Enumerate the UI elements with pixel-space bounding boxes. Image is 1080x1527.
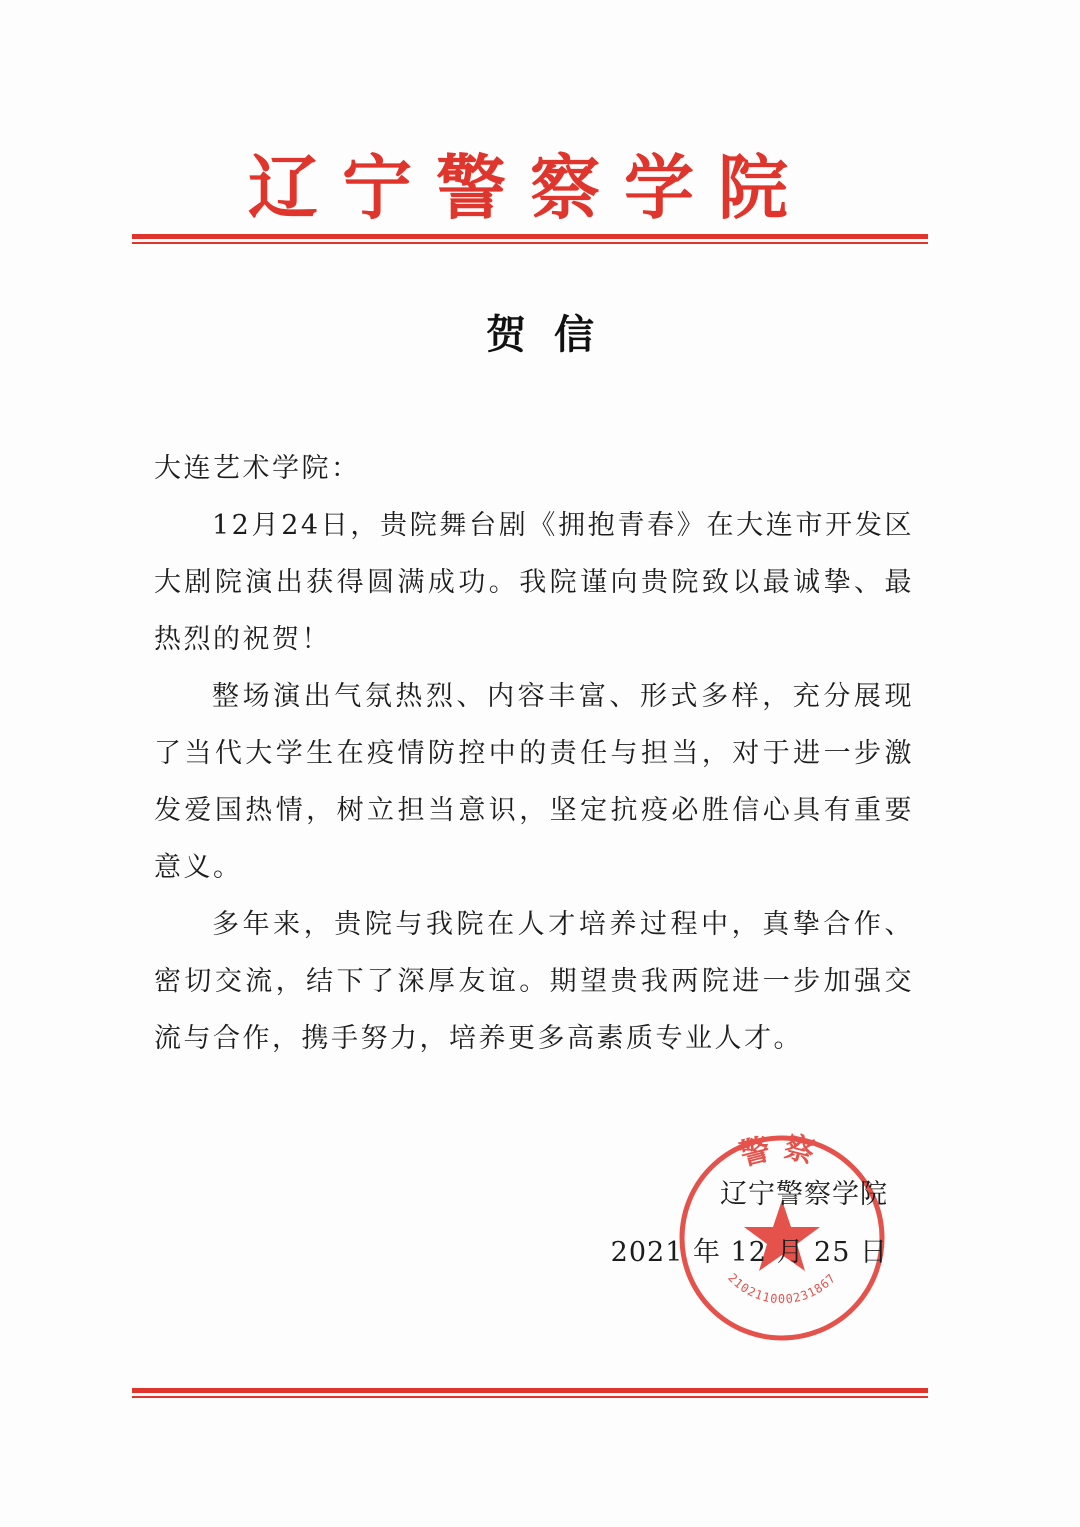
- letterhead-title: 辽宁警察学院: [248, 147, 812, 229]
- signature-block: [600, 1166, 930, 1282]
- signature-date: 2021 年 12 月 25 日: [610, 1237, 888, 1268]
- letterhead-rule-top: [132, 234, 928, 244]
- paragraph-3: 多年来，贵院与我院在人才培养过程中，真挚合作、密切交流，结下了深厚友谊。期望贵我两院进一步加强交流与合作，携手努力，培养更多高素质专业人才。: [154, 909, 914, 1054]
- paragraph-2: 整场演出气氛热烈、内容丰富、形式多样，充分展现了当代大学生在疫情防控中的责任与担当，对于进一步激发爱国热情，树立担当意识，坚定抗疫必胜信心具有重要意义。: [154, 681, 914, 883]
- salutation: 大连艺术学院：: [154, 453, 361, 484]
- signature-org: 辽宁警察学院: [720, 1179, 888, 1210]
- document-title: 贺信: [486, 311, 622, 358]
- paragraph-1: 12月24日，贵院舞台剧《拥抱青春》在大连市开发区大剧院演出获得圆满成功。我院谨向贵院致以最诚挚、最热烈的祝贺！: [154, 510, 914, 655]
- letter-body: [154, 440, 914, 1067]
- seal-serial: 2102110002318​67: [725, 1270, 839, 1307]
- footer-rule: [132, 1388, 928, 1398]
- seal-top-text: 警察: [736, 1129, 828, 1174]
